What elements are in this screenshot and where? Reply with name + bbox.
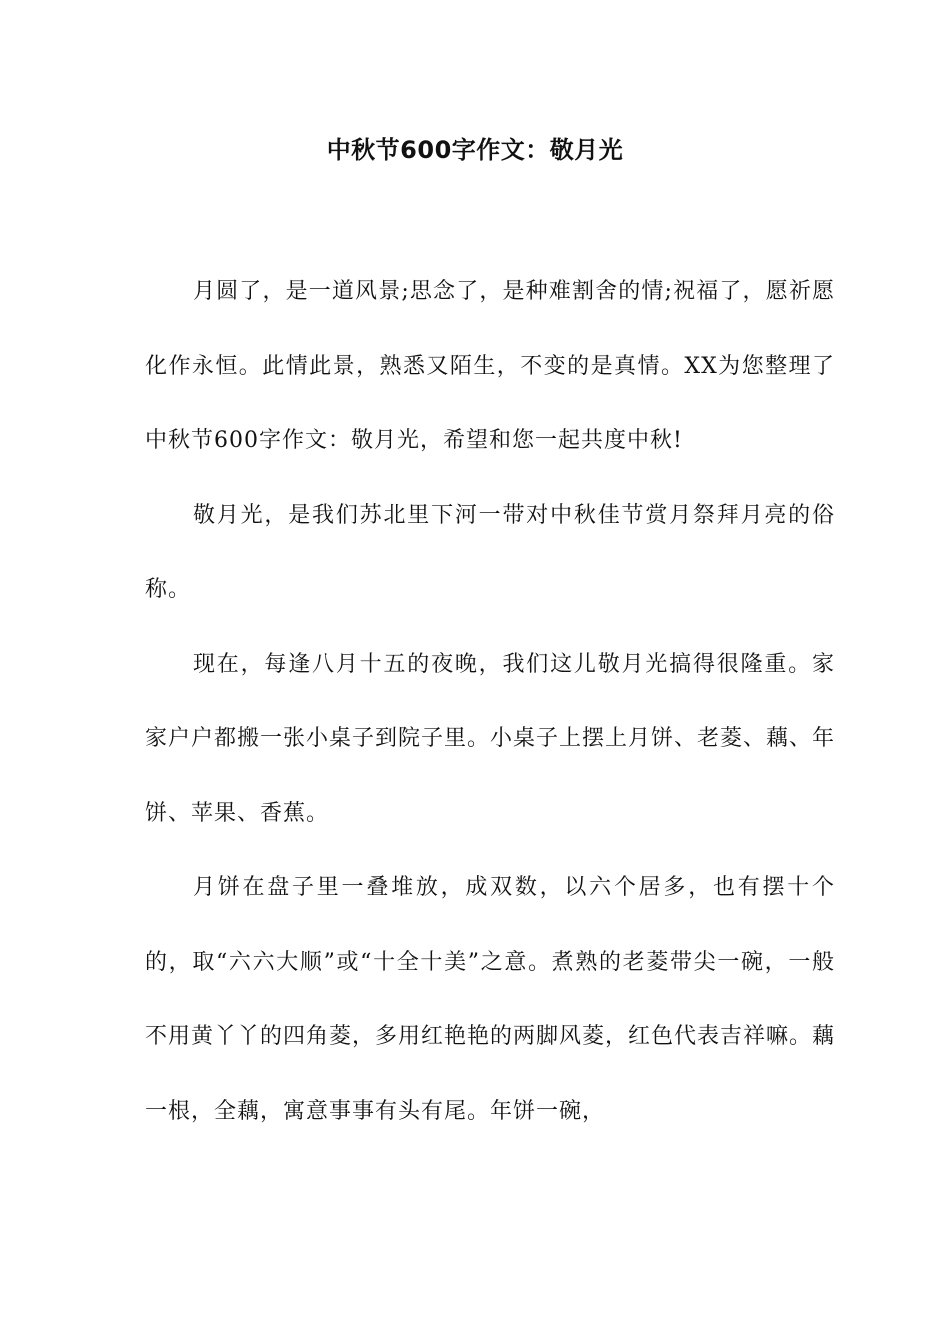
paragraph-2: 敬月光，是我们苏北里下河一带对中秋佳节赏月祭拜月亮的俗称。	[145, 502, 835, 602]
document-title: 中秋节600字作文：敬月光	[326, 136, 624, 164]
paragraph-1: 月圆了，是一道风景;思念了，是种难割舍的情;祝福了，愿祈愿化作永恒。此情此景，熟悉又陌生，不变的是真情。XX为您整理了中秋节600字作文：敬月光，希望和您一起共度中秋!	[145, 279, 835, 453]
document-body	[145, 255, 835, 1149]
paragraph-3: 现在，每逢八月十五的夜晚，我们这儿敬月光搞得很隆重。家家户户都搬一张小桌子到院子里。小桌子上摆上月饼、老菱、藕、年饼、苹果、香蕉。	[145, 651, 836, 826]
paragraph-4: 月饼在盘子里一叠堆放，成双数，以六个居多，也有摆十个的，取“六六大顺”或“十全十美”之意。煮熟的老菱带尖一碗，一般不用黄丫丫的四角菱，多用红艳艳的两脚风菱，红色代表吉祥嘛。藕一根，全藕，寓意事事有头有尾。年饼一碗，	[145, 875, 836, 1124]
